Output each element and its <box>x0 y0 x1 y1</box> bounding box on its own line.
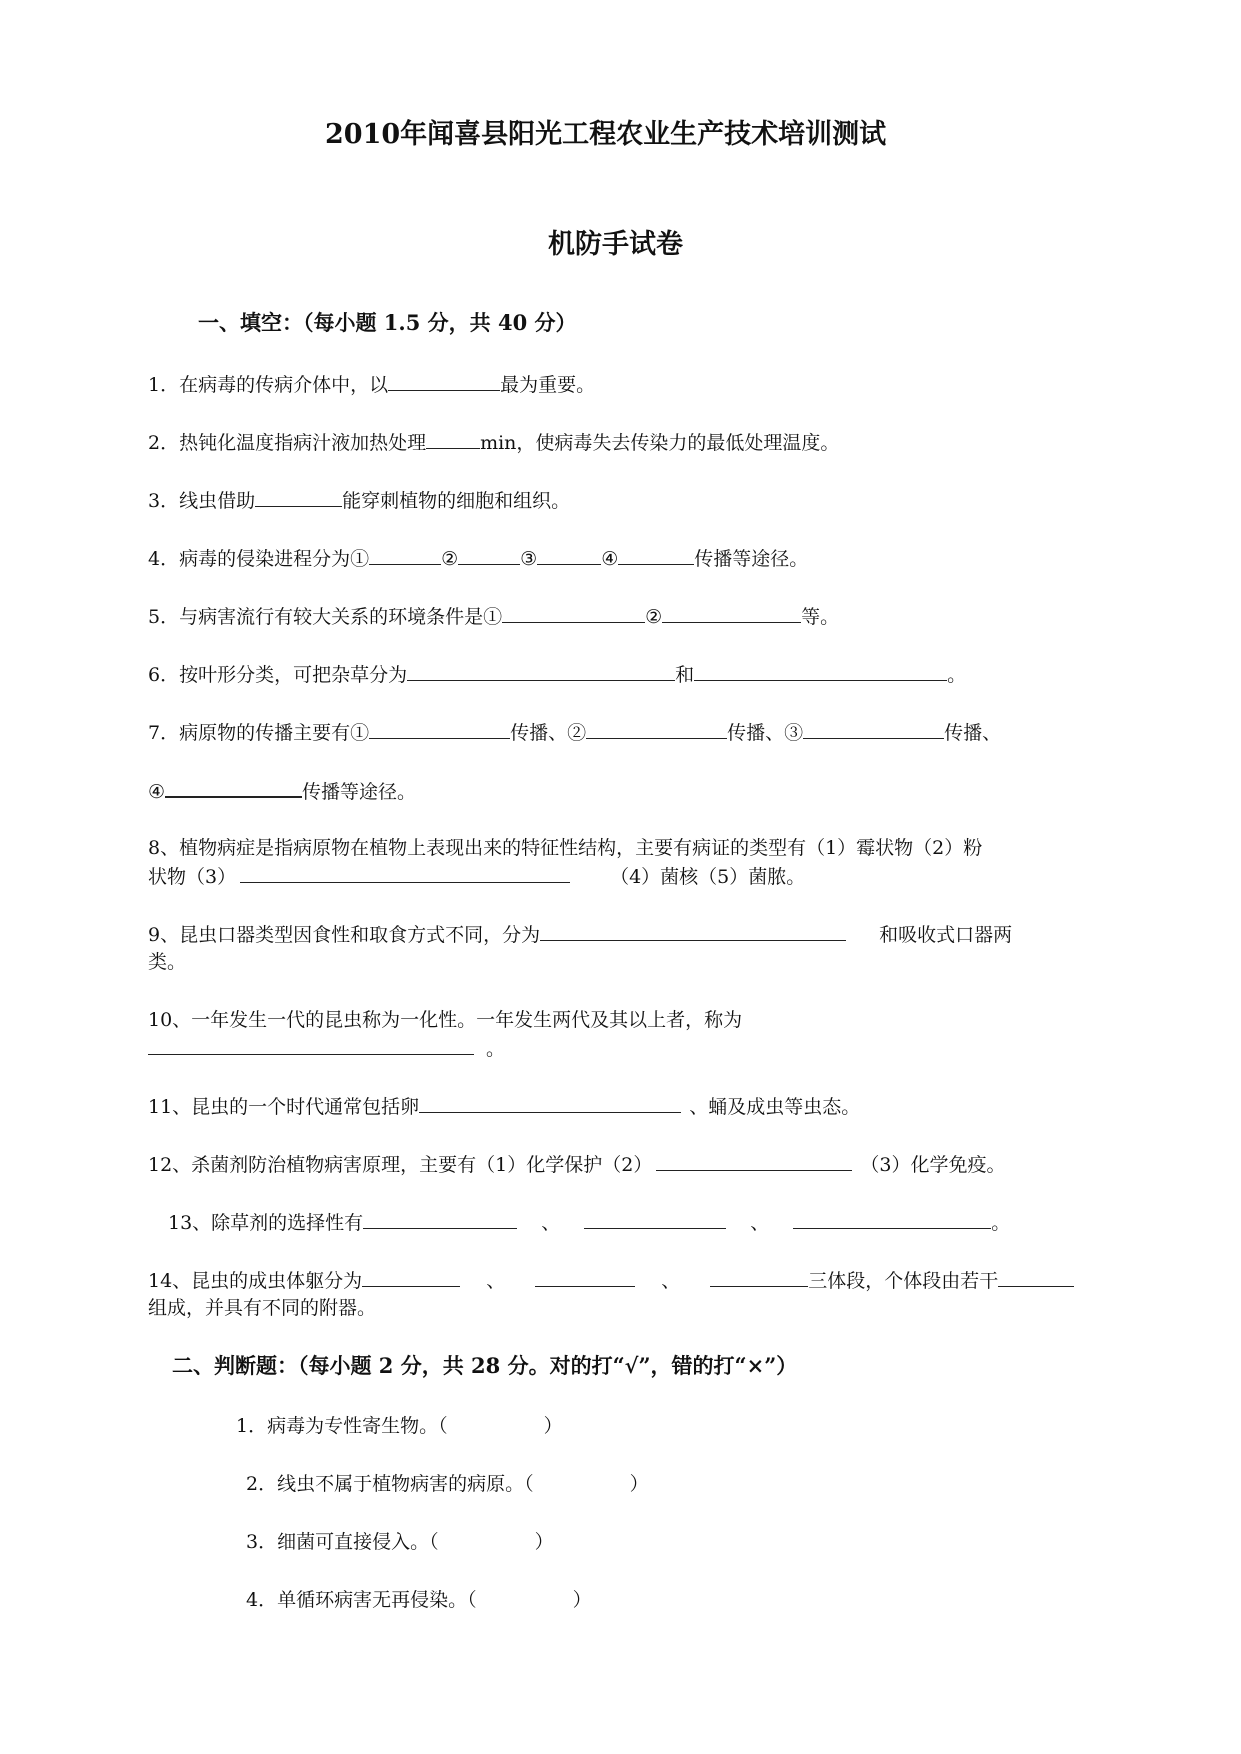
section-2-heading: 二、判断题：（每小题 2 分，共 28 分。对的打“√”，错的打“×”） <box>172 1353 798 1378</box>
q2-text: 2．热钝化温度指病汁液加热处理 <box>148 432 427 454</box>
q4-mark-2: ② <box>441 548 459 570</box>
q12-text-end: （3）化学免疫。 <box>860 1154 1006 1176</box>
answer-blank[interactable] <box>388 372 500 391</box>
q6-text: 6．按叶形分类，可把杂草分为 <box>148 664 408 686</box>
question-13 <box>168 1210 1010 1235</box>
question-9 <box>148 922 1012 947</box>
answer-blank[interactable] <box>998 1268 1074 1287</box>
answer-blank[interactable] <box>363 1210 517 1229</box>
q5-text-end: 等。 <box>801 606 840 628</box>
question-9-cont: 类。 <box>148 951 187 973</box>
q6-text-and: 和 <box>675 664 695 686</box>
answer-blank[interactable] <box>540 922 846 941</box>
q11-text: 11、昆虫的一个时代通常包括卵 <box>148 1096 420 1118</box>
question-10-cont <box>148 1036 505 1061</box>
judgment-item-2 <box>246 1472 649 1496</box>
answer-blank[interactable] <box>656 1152 852 1171</box>
q3-text-end: 能穿刺植物的细胞和组织。 <box>342 490 571 512</box>
answer-blank[interactable] <box>793 1210 991 1229</box>
answer-blank[interactable] <box>618 546 694 565</box>
q7-text: 7．病原物的传播主要有① <box>148 722 370 744</box>
q2-text-end: min，使病毒失去传染力的最低处理温度。 <box>480 432 840 454</box>
q14-sep-2: 、 <box>661 1270 681 1292</box>
answer-blank[interactable] <box>458 546 520 565</box>
question-3 <box>148 488 570 513</box>
question-8-cont <box>148 864 805 889</box>
judgment-close: ） <box>534 1531 554 1553</box>
q13-text: 13、除草剂的选择性有 <box>168 1212 364 1234</box>
q5-mark-2: ② <box>645 606 663 628</box>
question-14 <box>148 1268 1074 1293</box>
q8-text-end: （4）菌核（5）菌脓。 <box>610 866 806 888</box>
q4-mark-3: ③ <box>520 548 538 570</box>
question-14-cont: 组成，并具有不同的附器。 <box>148 1297 377 1319</box>
answer-blank[interactable] <box>586 720 727 739</box>
answer-blank[interactable] <box>148 1036 474 1055</box>
q9-text: 9、昆虫口器类型因食性和取食方式不同，分为 <box>148 924 541 946</box>
q3-text: 3．线虫借助 <box>148 490 256 512</box>
judgment-item-4 <box>246 1588 592 1612</box>
q7-text-end: 传播等途径。 <box>302 781 417 803</box>
answer-blank[interactable] <box>240 864 570 883</box>
exam-title: 2010年闻喜县阳光工程农业生产技术培训测试 <box>325 119 887 150</box>
q14-text-mid: 三体段，个体段由若干 <box>808 1270 999 1292</box>
answer-blank[interactable] <box>407 662 675 681</box>
exam-subtitle: 机防手试卷 <box>548 229 683 260</box>
q14-text: 14、昆虫的成虫体躯分为 <box>148 1270 363 1292</box>
q10-text-end: 。 <box>486 1038 506 1060</box>
q8-text-2: 状物（3） <box>148 866 237 888</box>
q7-text-2: 传播、② <box>510 722 587 744</box>
q1-text-end: 最为重要。 <box>500 374 596 396</box>
question-6 <box>148 662 966 687</box>
question-10: 10、一年发生一代的昆虫称为一化性。一年发生两代及其以上者，称为 <box>148 1009 743 1031</box>
answer-blank[interactable] <box>694 662 947 681</box>
answer-blank[interactable] <box>369 546 441 565</box>
answer-blank[interactable] <box>255 488 342 507</box>
q7-mark-4: ④ <box>148 781 166 803</box>
question-1 <box>148 372 595 397</box>
judgment-close: ） <box>629 1473 649 1495</box>
answer-blank[interactable] <box>502 604 645 623</box>
question-4 <box>148 546 808 571</box>
answer-blank[interactable] <box>584 1210 726 1229</box>
judgment-item-1 <box>236 1414 563 1438</box>
question-2 <box>148 430 839 455</box>
judgment-text: 4．单循环病害无再侵染。（ <box>246 1589 477 1611</box>
q4-text-end: 传播等途径。 <box>694 548 809 570</box>
q13-sep-1: 、 <box>541 1212 561 1234</box>
q14-sep-1: 、 <box>486 1270 506 1292</box>
q6-text-end: 。 <box>947 664 967 686</box>
answer-blank[interactable] <box>803 720 944 739</box>
q4-text: 4．病毒的侵染进程分为① <box>148 548 370 570</box>
judgment-text: 1．病毒为专性寄生物。（ <box>236 1415 448 1437</box>
answer-blank[interactable] <box>535 1268 635 1287</box>
answer-blank[interactable] <box>426 430 480 449</box>
question-12 <box>148 1152 1005 1177</box>
judgment-item-3 <box>246 1530 554 1554</box>
question-7 <box>148 720 1001 745</box>
q12-text: 12、杀菌剂防治植物病害原理，主要有（1）化学保护（2） <box>148 1154 653 1176</box>
q13-text-end: 。 <box>991 1212 1011 1234</box>
q4-mark-4: ④ <box>601 548 619 570</box>
question-5 <box>148 604 839 629</box>
answer-blank[interactable] <box>165 778 302 798</box>
q13-sep-2: 、 <box>750 1212 770 1234</box>
answer-blank[interactable] <box>662 604 801 623</box>
q7-text-4: 传播、 <box>944 722 1002 744</box>
answer-blank[interactable] <box>710 1268 808 1287</box>
question-8: 8、植物病症是指病原物在植物上表现出来的特征性结构，主要有病证的类型有（1）霉状物（2）粉 <box>148 837 983 859</box>
answer-blank[interactable] <box>419 1094 681 1113</box>
judgment-text: 2．线虫不属于植物病害的病原。（ <box>246 1473 534 1495</box>
q11-text-end: 、蛹及成虫等虫态。 <box>689 1096 861 1118</box>
q5-text: 5．与病害流行有较大关系的环境条件是① <box>148 606 503 628</box>
answer-blank[interactable] <box>537 546 601 565</box>
answer-blank[interactable] <box>362 1268 460 1287</box>
judgment-close: ） <box>572 1589 592 1611</box>
q7-text-3: 传播、③ <box>727 722 804 744</box>
judgment-text: 3．细菌可直接侵入。（ <box>246 1531 439 1553</box>
q1-text: 1．在病毒的传病介体中，以 <box>148 374 389 396</box>
question-11 <box>148 1094 860 1119</box>
q9-text-end: 和吸收式口器两 <box>879 924 1013 946</box>
question-7-cont <box>148 778 416 804</box>
judgment-close: ） <box>543 1415 563 1437</box>
section-1-heading: 一、填空：（每小题 1.5 分，共 40 分） <box>198 310 577 335</box>
answer-blank[interactable] <box>369 720 510 739</box>
